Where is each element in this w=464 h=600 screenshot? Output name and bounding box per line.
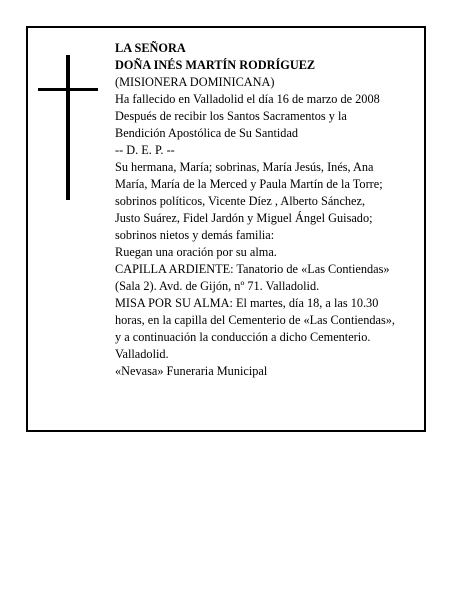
family-paragraph — [115, 159, 430, 244]
deceased-name: DOÑA INÉS MARTÍN RODRÍGUEZ — [115, 58, 316, 72]
obituary-notice — [26, 26, 426, 432]
sacraments-line: Después de recibir los Santos Sacramentos y la — [115, 109, 347, 123]
mass-line: y a continuación la conducción a dicho Cementerio. — [115, 330, 371, 344]
mass-line: horas, en la capilla del Cementerio de «Las Contiendas», — [115, 313, 396, 327]
family-line: Justo Suárez, Fidel Jardón y Miguel Ángel Guisado; — [115, 211, 373, 225]
heading-line: LA SEÑORA — [115, 41, 186, 55]
rip-line: -- D. E. P. -- — [115, 143, 175, 157]
family-line: sobrinos nietos y demás familia: — [115, 228, 275, 242]
mass-line: Valladolid. — [115, 347, 169, 361]
chapel-line: (Sala 2). Avd. de Gijón, nº 71. Valladolid. — [115, 279, 320, 293]
mass-paragraph — [115, 295, 430, 363]
latin-cross-icon — [38, 55, 98, 200]
family-line: Su hermana, María; sobrinas, María Jesús, Inés, Ana — [115, 160, 374, 174]
family-line: sobrinos políticos, Vicente Díez , Alberto Sánchez, — [115, 194, 366, 208]
family-line: María, María de la Merced y Paula Martín de la Torre; — [115, 177, 383, 191]
death-announcement: Ha fallecido en Valladolid el día 16 de marzo de 2008 — [115, 92, 380, 106]
prayer-request: Ruegan una oración por su alma. — [115, 245, 277, 259]
subheading: (MISIONERA DOMINICANA) — [115, 75, 275, 89]
cross-vertical-bar — [66, 55, 70, 200]
mass-line: MISA POR SU ALMA: El martes, día 18, a las 10.30 — [115, 296, 379, 310]
chapel-paragraph — [115, 261, 430, 295]
cross-horizontal-bar — [38, 88, 98, 91]
chapel-line: CAPILLA ARDIENTE: Tanatorio de «Las Contiendas» — [115, 262, 390, 276]
sacraments-paragraph — [115, 108, 430, 142]
notice-text — [115, 40, 430, 380]
sacraments-line: Bendición Apostólica de Su Santidad — [115, 126, 299, 140]
funeral-home: «Nevasa» Funeraria Municipal — [115, 364, 268, 378]
